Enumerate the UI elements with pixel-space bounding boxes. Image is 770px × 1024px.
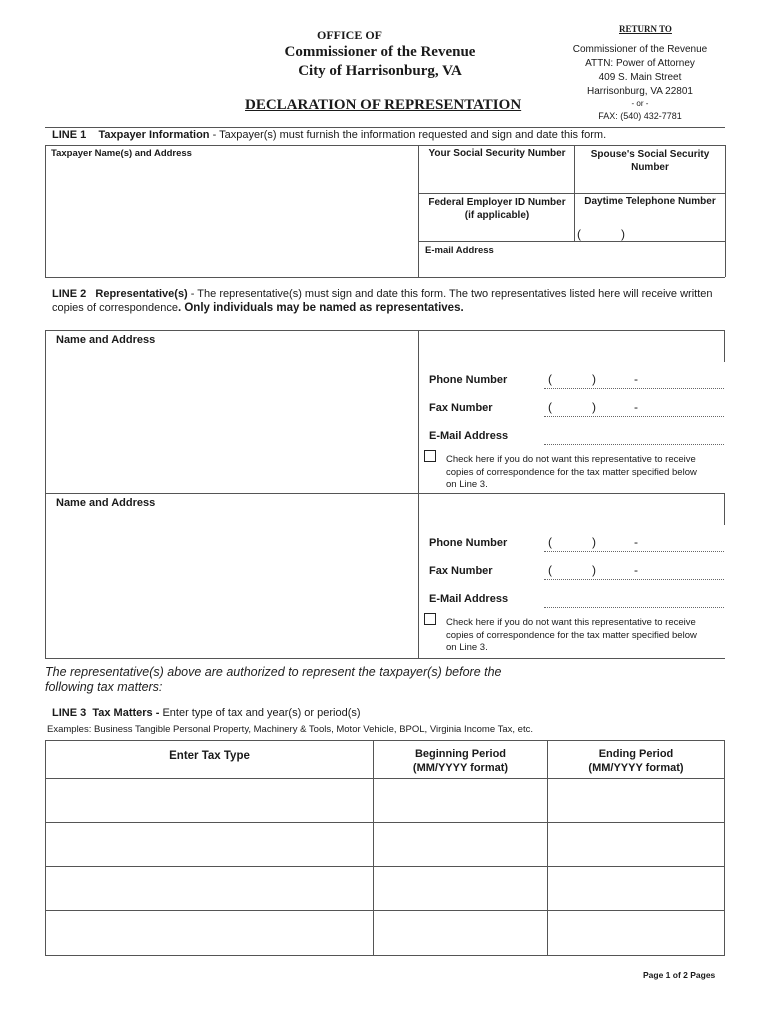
spouse-ssn-label-1: Spouse's Social Security xyxy=(590,149,710,160)
tax-type-field-2[interactable] xyxy=(47,824,371,864)
rep2-phone-dash: - xyxy=(634,535,638,549)
rep2-fax-close-paren: ) xyxy=(592,563,596,577)
col-beginning-period-1: Beginning Period xyxy=(414,748,507,760)
line3-label: LINE 3 xyxy=(52,707,87,719)
rep2-fax-dash: - xyxy=(634,563,638,577)
daytime-phone-label: Daytime Telephone Number xyxy=(584,196,716,207)
taxpayer-name-label: Taxpayer Name(s) and Address xyxy=(51,148,192,159)
rep1-phone-open-paren: ( xyxy=(548,372,552,386)
line2-desc: - The representative(s) must sign and date this form. The two representatives listed here will receive written xyxy=(187,288,713,300)
rep2-fax-open-paren: ( xyxy=(548,563,552,577)
rep2-email-label: E-Mail Address xyxy=(429,593,509,605)
rep2-phone-open-paren: ( xyxy=(548,535,552,549)
return-line-1: Commissioner of the Revenue xyxy=(572,44,708,55)
line2-desc2-bold: . Only individuals may be named as representatives. xyxy=(177,302,464,314)
col-beginning-period-2: (MM/YYYY format) xyxy=(412,762,509,774)
tax-type-field-4[interactable] xyxy=(47,912,371,953)
rep1-fax-field[interactable] xyxy=(556,398,722,415)
office-of: OFFICE OF xyxy=(317,28,382,42)
line2-heading xyxy=(52,287,742,315)
spouse-ssn-field[interactable] xyxy=(576,175,724,192)
rep1-email-field[interactable] xyxy=(544,426,724,443)
office-name: Commissioner of the Revenue xyxy=(284,44,476,60)
begin-period-field-4[interactable] xyxy=(375,912,545,953)
rep2-checkbox-text-1: Check here if you do not want this representative to receive xyxy=(446,617,696,628)
col-ending-period-1: Ending Period xyxy=(598,748,674,760)
line3-examples: Examples: Business Tangible Personal Property, Machinery & Tools, Motor Vehicle, BPOL, Virginia Income Tax, etc. xyxy=(47,724,533,735)
rep1-no-correspondence-checkbox[interactable] xyxy=(424,450,436,462)
rep1-phone-field[interactable] xyxy=(556,370,722,387)
rep2-fax-label: Fax Number xyxy=(429,565,493,577)
ssn-label: Your Social Security Number xyxy=(428,148,566,159)
fein-label xyxy=(420,196,574,222)
line1-title: Taxpayer Information xyxy=(98,129,210,141)
daytime-phone-close-paren: ) xyxy=(621,227,625,241)
begin-period-field-2[interactable] xyxy=(375,824,545,864)
daytime-phone-field[interactable] xyxy=(586,224,722,240)
rep1-phone-dash: - xyxy=(634,372,638,386)
rep1-fax-label: Fax Number xyxy=(429,402,493,414)
end-period-field-4[interactable] xyxy=(549,912,722,953)
rep2-no-correspondence-checkbox[interactable] xyxy=(424,613,436,625)
daytime-phone-open-paren: ( xyxy=(577,227,581,241)
rep1-email-label: E-Mail Address xyxy=(429,430,509,442)
taxpayer-email-label: E-mail Address xyxy=(425,245,494,256)
rep2-phone-field[interactable] xyxy=(556,533,722,550)
spouse-ssn-label xyxy=(576,148,724,174)
return-or: - or - xyxy=(631,99,649,108)
rep2-checkbox-text-2: copies of correspondence for the tax matter specified below xyxy=(446,629,697,641)
line2-desc2: copies of correspondence xyxy=(52,302,178,314)
rep1-fax-dash: - xyxy=(634,400,638,414)
rep2-name-label: Name and Address xyxy=(56,497,156,509)
end-period-field-2[interactable] xyxy=(549,824,722,864)
end-period-field-1[interactable] xyxy=(549,780,722,820)
rep2-fax-field[interactable] xyxy=(556,561,722,578)
line1-label: LINE 1 xyxy=(52,129,87,141)
rep1-fax-open-paren: ( xyxy=(548,400,552,414)
return-to-label: RETURN TO xyxy=(619,24,672,34)
return-fax: FAX: (540) 432-7781 xyxy=(598,111,682,121)
taxpayer-name-field[interactable] xyxy=(47,162,415,274)
tax-type-field-1[interactable] xyxy=(47,780,371,820)
fein-label-2: (if applicable) xyxy=(464,210,530,221)
rep2-email-field[interactable] xyxy=(544,589,724,606)
rep1-checkbox-text-3: on Line 3. xyxy=(446,479,488,490)
rep1-fax-close-paren: ) xyxy=(592,400,596,414)
form-title: DECLARATION OF REPRESENTATION xyxy=(245,97,522,113)
return-line-3: 409 S. Main Street xyxy=(598,72,682,83)
end-period-field-3[interactable] xyxy=(549,868,722,908)
return-line-4: Harrisonburg, VA 22801 xyxy=(587,86,693,97)
col-ending-period xyxy=(548,747,724,775)
city-name: City of Harrisonburg, VA xyxy=(298,63,462,79)
rep1-checkbox-text xyxy=(446,454,697,492)
col-ending-period-2: (MM/YYYY format) xyxy=(588,762,684,774)
rep1-checkbox-text-1: Check here if you do not want this representative to receive xyxy=(446,454,696,465)
return-line-2: ATTN: Power of Attorney xyxy=(585,58,695,69)
rep2-phone-close-paren: ) xyxy=(592,535,596,549)
fein-field[interactable] xyxy=(420,223,572,240)
taxpayer-email-field[interactable] xyxy=(420,258,722,276)
rep2-name-field[interactable] xyxy=(48,513,414,655)
line2-title: Representative(s) xyxy=(95,288,188,300)
page-number: Page 1 of 2 Pages xyxy=(643,970,716,980)
col-tax-type: Enter Tax Type xyxy=(169,750,250,762)
line1-heading xyxy=(52,129,606,141)
rep1-phone-close-paren: ) xyxy=(592,372,596,386)
spouse-ssn-label-2: Number xyxy=(631,162,669,173)
authorization-statement xyxy=(45,665,502,695)
tax-type-field-3[interactable] xyxy=(47,868,371,908)
begin-period-field-3[interactable] xyxy=(375,868,545,908)
rep1-checkbox-text-2: copies of correspondence for the tax matter specified below xyxy=(446,466,697,478)
line1-desc: - Taxpayer(s) must furnish the information requested and sign and date this form. xyxy=(209,129,607,141)
authorization-line-2: following tax matters: xyxy=(45,680,163,694)
line3-desc: Enter type of tax and year(s) or period(s) xyxy=(159,707,361,719)
rep2-checkbox-text-3: on Line 3. xyxy=(446,642,488,653)
fein-label-1: Federal Employer ID Number xyxy=(428,197,566,208)
rep2-checkbox-text xyxy=(446,617,697,655)
rep1-name-field[interactable] xyxy=(48,350,414,490)
line3-title: Tax Matters - xyxy=(92,707,160,719)
return-address xyxy=(560,43,720,123)
line3-heading xyxy=(52,707,361,719)
begin-period-field-1[interactable] xyxy=(375,780,545,820)
rep1-name-label: Name and Address xyxy=(56,334,156,346)
authorization-line-1: The representative(s) above are authorized to represent the taxpayer(s) before the xyxy=(45,665,502,679)
col-beginning-period xyxy=(374,747,547,775)
rep2-phone-label: Phone Number xyxy=(429,537,508,549)
rep1-phone-label: Phone Number xyxy=(429,374,508,386)
ssn-field[interactable] xyxy=(420,162,572,192)
line2-label: LINE 2 xyxy=(52,288,87,300)
